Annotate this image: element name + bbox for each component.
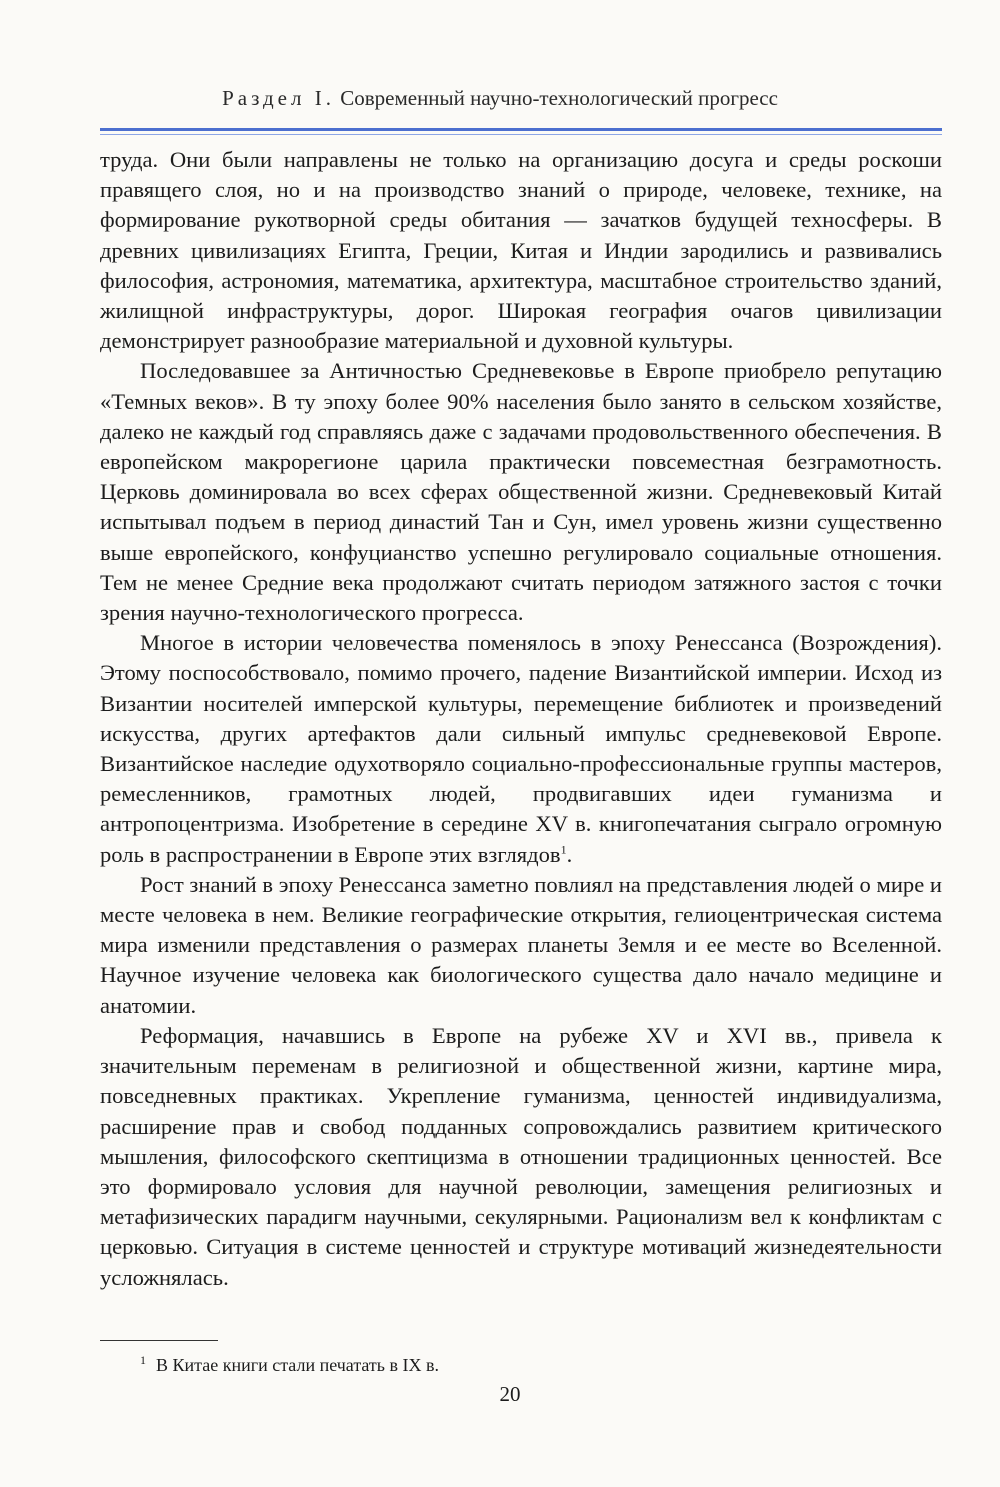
body-text — [100, 145, 942, 1293]
header-rule — [100, 128, 942, 131]
footnote — [140, 1348, 439, 1377]
footnote-mark: 1 — [140, 1353, 146, 1367]
paragraph-1: труда. Они были направлены не только на организацию досуга и среды роскоши правящего слоя, но и на производство знаний о природе, человеке, технике, на формирование рукотворной среды обитания — зачатков будущей техносферы. В древних цивилизациях Египта, Греции, Китая и Индии зародились и развивались философия, астрономия, математика, архитектура, масштабное строительство зданий, жилищной инфраструктуры, дорог. Широкая география очагов цивилизации демонстрирует разнообразие материальной и духовной культуры. — [100, 147, 942, 354]
paragraph-2: Последовавшее за Античностью Средневековье в Европе приобрело репутацию «Темных веков». В ту эпоху более 90% населения было занято в сельском хозяйстве, далеко не каждый год справляясь даже с задачами продовольственного обеспечения. В европейском макрорегионе царила практически повсеместная безграмотность. Церковь доминировала во всех сферах общественной жизни. Средневековый Китай испытывал подъем в период династий Тан и Сун, имел уровень жизни существенно выше европейского, конфуцианство успешно регулировало социальные отношения. Тем не менее Средние века продолжают считать периодом затяжного застоя с точки зрения научно-технологического прогресса. — [100, 358, 942, 626]
footnote-rule — [100, 1340, 218, 1341]
paragraph-5: Реформация, начавшись в Европе на рубеже XV и XVI вв., привела к значительным переменам в религиозной и общественной жизни, картине мира, повседневных практиках. Укрепление гуманизма, ценностей индивидуализма, расширение прав и свобод подданных сопровождались развитием критического мышления, философского скептицизма в отношении традиционных ценностей. Все это формировало условия для научной революции, замещения религиозных и метафизических парадигм научными, секулярными. Рационализм вел к конфликтам с церковью. Ситуация в системе ценностей и структуре мотиваций жизнедеятельности усложнялась. — [100, 1022, 942, 1290]
running-head — [100, 86, 900, 111]
paragraph-3-text: Многое в истории человечества поменялось в эпоху Ренессанса (Возрождения). Этому поспособствовало, помимо прочего, падение Византийской империи. Исход из Византии носителей имперской культуры, перемещение библиотек и произведений искусства, других артефактов дали сильный импульс средневековой Европе. Византийское наследие одухотворяло социально-профессиональные группы мастеров, ремесленников, грамотных людей, продвигавших идеи гуманизма и антропоцентризма. Изобретение в середине XV в. книгопечатания сыграло огромную роль в распространении в Европе этих взглядов — [100, 630, 942, 867]
page-number: 20 — [499, 1382, 521, 1406]
footnote-text: В Китае книги стали печатать в IX в. — [156, 1355, 439, 1375]
footnote-reference[interactable]: 1 — [560, 842, 567, 857]
header-rule-thin — [100, 134, 942, 135]
paragraph-3-tail: . — [566, 841, 573, 867]
section-label: Раздел I. — [222, 86, 335, 110]
section-title: Современный научно-технологический прогресс — [340, 86, 778, 110]
paragraph-4: Рост знаний в эпоху Ренессанса заметно повлиял на представления людей о мире и месте человека в нем. Великие географические открытия, гелиоцентрическая система мира изменили представления о размерах планеты Земля и ее месте во Вселенной. Научное изучение человека как биологического существа дало начало медицине и анатомии. — [100, 871, 942, 1018]
paragraph-3 — [100, 628, 942, 870]
